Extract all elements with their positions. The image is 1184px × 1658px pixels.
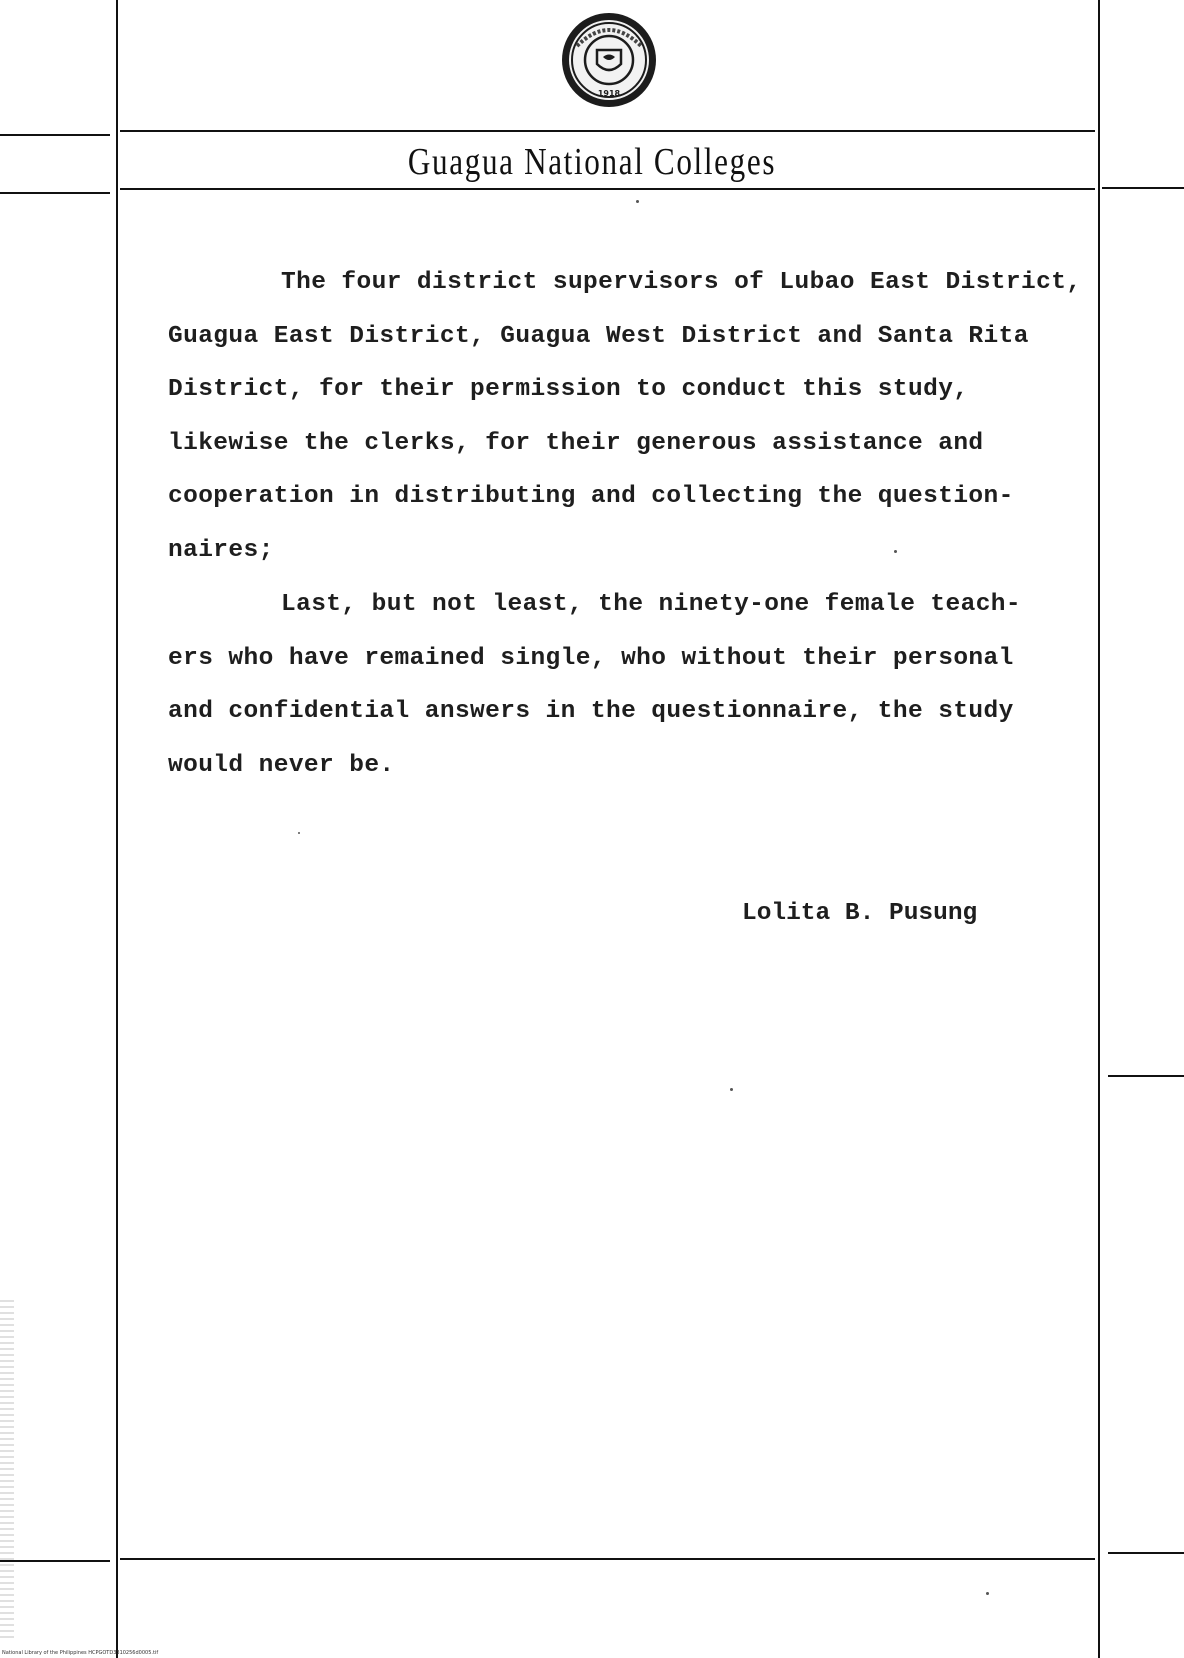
scan-speck: [730, 1088, 733, 1091]
bottom-rule: [120, 1558, 1095, 1560]
scan-margin-noise: [0, 1300, 14, 1640]
text-line: likewise the clerks, for their generous assistance and: [168, 429, 984, 457]
text-line: The four district supervisors of Lubao East District,: [281, 269, 1082, 296]
right-margin-line-2: [1108, 1075, 1184, 1077]
top-rule: [120, 130, 1095, 132]
left-margin-line-3: [0, 1560, 110, 1562]
text-line: ers who have remained single, who without their personal: [168, 644, 1014, 672]
scan-speck: [636, 200, 639, 203]
svg-text:1918: 1918: [597, 89, 621, 98]
text-line: cooperation in distributing and collecting the question-: [168, 483, 1014, 510]
left-margin-line-1: [0, 134, 110, 136]
right-frame-line: [1098, 0, 1100, 1658]
page-title: Guagua National Colleges: [407, 141, 777, 183]
left-frame-line: [116, 0, 118, 1658]
author-signature: Lolita B. Pusung: [742, 900, 978, 927]
scan-speck: [298, 832, 300, 834]
scan-speck: [986, 1592, 989, 1595]
text-line: District, for their permission to conduct this study,: [168, 376, 969, 403]
left-margin-line-2: [0, 192, 110, 194]
scan-footer-note: National Library of the Philippines HCPGOTD3310256d0005.tif: [2, 1650, 159, 1656]
college-seal: [559, 10, 659, 110]
text-line: and confidential answers in the questionnaire, the study: [168, 698, 1014, 725]
text-line: Guagua East District, Guagua West District and Santa Rita: [168, 322, 1029, 350]
text-line: would never be.: [168, 751, 395, 779]
text-line: naires;: [168, 536, 274, 564]
right-margin-line-1: [1102, 187, 1184, 189]
title-underline: [120, 188, 1095, 190]
right-margin-line-3: [1108, 1552, 1184, 1554]
paragraph-2: [168, 578, 1068, 792]
paragraph-1: [168, 256, 1082, 577]
text-line: Last, but not least, the ninety-one female teach-: [281, 591, 1022, 618]
scan-speck: [894, 550, 897, 553]
